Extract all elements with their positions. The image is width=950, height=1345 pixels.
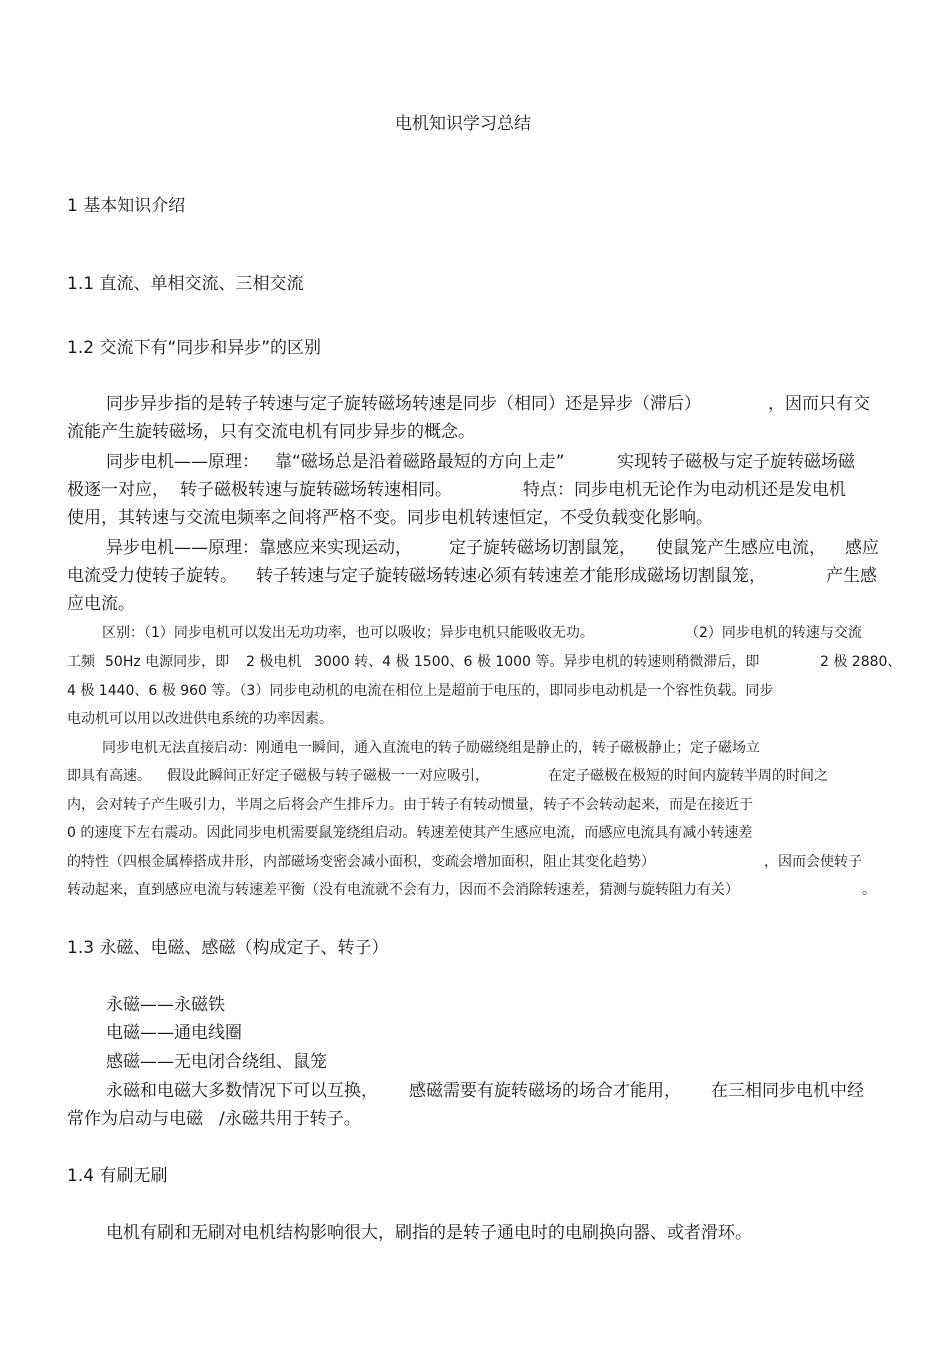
- paragraph-line: 转子磁极转速与旋转磁场转速相同。: [180, 480, 452, 500]
- paragraph-line: 。: [862, 882, 876, 898]
- paragraph-line: 极逐一对应，: [67, 480, 169, 500]
- section-heading-1-1: 1.1 直流、单相交流、三相交流: [67, 274, 304, 294]
- paragraph-line: （2）同步电机的转速与交流: [685, 625, 862, 641]
- paragraph-line: 感应: [845, 538, 879, 558]
- paragraph-line: 产生感: [826, 566, 877, 586]
- paragraph-line: 转子转速与定子旋转磁场转速必须有转速差才能形成磁场切割鼠笼，: [256, 566, 766, 586]
- section-heading-1: 1 基本知识介绍: [67, 196, 186, 216]
- paragraph-line: 定子旋转磁场切割鼠笼，: [449, 538, 636, 558]
- paragraph-line: 同步电机——原理：: [106, 452, 259, 472]
- paragraph-line: 在定子磁极在极短的时间内旋转半周的时间之: [548, 768, 828, 784]
- paragraph-line: 实现转子磁极与定子旋转磁场磁: [617, 452, 855, 472]
- paragraph-line: 3000 转、4 极 1500、6 极 1000 等。异步电机的转速则稍微滞后，即: [314, 654, 760, 670]
- paragraph-line: 常作为启动与电磁: [67, 1109, 203, 1129]
- paragraph-line: 感磁需要有旋转磁场的场合才能用，: [409, 1081, 681, 1101]
- document-title: 电机知识学习总结: [395, 114, 531, 134]
- paragraph-line: 的特性（四根金属棒搭成井形，内部磁场变密会减小面积，变疏会增加面积，阻止其变化趋势）: [67, 854, 655, 870]
- paragraph-line: /永磁共用于转子。: [219, 1109, 361, 1129]
- paragraph-line: 50Hz 电源同步，即: [105, 654, 230, 670]
- paragraph-line: 2 极 2880、: [820, 654, 902, 670]
- section-heading-1-3: 1.3 永磁、电磁、感磁（构成定子、转子）: [67, 938, 389, 958]
- paragraph-line: 电动机可以用以改进供电系统的功率因素。: [67, 711, 333, 727]
- paragraph-line: 0 的速度下左右震动。因此同步电机需要鼠笼绕组启动。转速差使其产生感应电流，而感应电流具有减小转速差: [67, 825, 753, 841]
- paragraph-line: 区别：（1）同步电机可以发出无功功率，也可以吸收；异步电机只能吸收无功。: [102, 625, 594, 641]
- paragraph-line: 永磁和电磁大多数情况下可以互换，: [106, 1081, 378, 1101]
- paragraph-line: 电机有刷和无刷对电机结构影响很大，刷指的是转子通电时的电刷换向器、或者滑环。: [106, 1223, 752, 1243]
- paragraph-line: ，因而会使转子: [764, 854, 862, 870]
- paragraph-line: 电流受力使转子旋转。: [67, 566, 237, 586]
- paragraph-line: 2 极电机: [246, 654, 302, 670]
- paragraph-line: 异步电机——原理：靠感应来实现运动，: [106, 538, 412, 558]
- paragraph-line: 内，会对转子产生吸引力，半周之后将会产生排斥力。由于转子有转动惯量，转子不会转动起来，而是在接近于: [67, 797, 753, 813]
- paragraph-line: 流能产生旋转磁场，只有交流电机有同步异步的概念。: [67, 422, 475, 442]
- paragraph-line: 使鼠笼产生感应电流，: [656, 538, 826, 558]
- paragraph-line: 工频: [67, 654, 95, 670]
- paragraph-line: 4 极 1440、6 极 960 等。（3）同步电动机的电流在相位上是超前于电压的，即同步电动机是一个容性负载。同步: [67, 683, 774, 699]
- paragraph-line: 在三相同步电机中经: [711, 1081, 864, 1101]
- list-item: 永磁——永磁铁: [106, 995, 225, 1015]
- paragraph-line: 靠“磁场总是沿着磁路最短的方向上走”: [275, 452, 565, 472]
- paragraph-line: 应电流。: [67, 594, 135, 614]
- paragraph-line: 使用，其转速与交流电频率之间将严格不变。同步电机转速恒定，不受负载变化影响。: [67, 508, 713, 528]
- paragraph-line: 特点：同步电机无论作为电动机还是发电机: [523, 480, 846, 500]
- list-item: 感磁——无电闭合绕组、鼠笼: [106, 1052, 327, 1072]
- section-heading-1-4: 1.4 有刷无刷: [67, 1166, 168, 1186]
- paragraph-line: 同步异步指的是转子转速与定子旋转磁场转速是同步（相同）还是异步（滞后）: [106, 394, 701, 414]
- list-item: 电磁——通电线圈: [106, 1023, 242, 1043]
- paragraph-line: 转动起来，直到感应电流与转速差平衡（没有电流就不会有力，因而不会消除转速差，猜测与旋转阻力有关）: [67, 882, 739, 898]
- paragraph-line: ，因而只有交: [768, 394, 870, 414]
- section-heading-1-2: 1.2 交流下有“同步和异步”的区别: [67, 338, 322, 358]
- paragraph-line: 假设此瞬间正好定子磁极与转子磁极一一对应吸引，: [167, 768, 489, 784]
- paragraph-line: 同步电机无法直接启动：刚通电一瞬间，通入直流电的转子励磁绕组是静止的，转子磁极静止；定子磁场立: [102, 740, 760, 756]
- paragraph-line: 即具有高速。: [67, 768, 151, 784]
